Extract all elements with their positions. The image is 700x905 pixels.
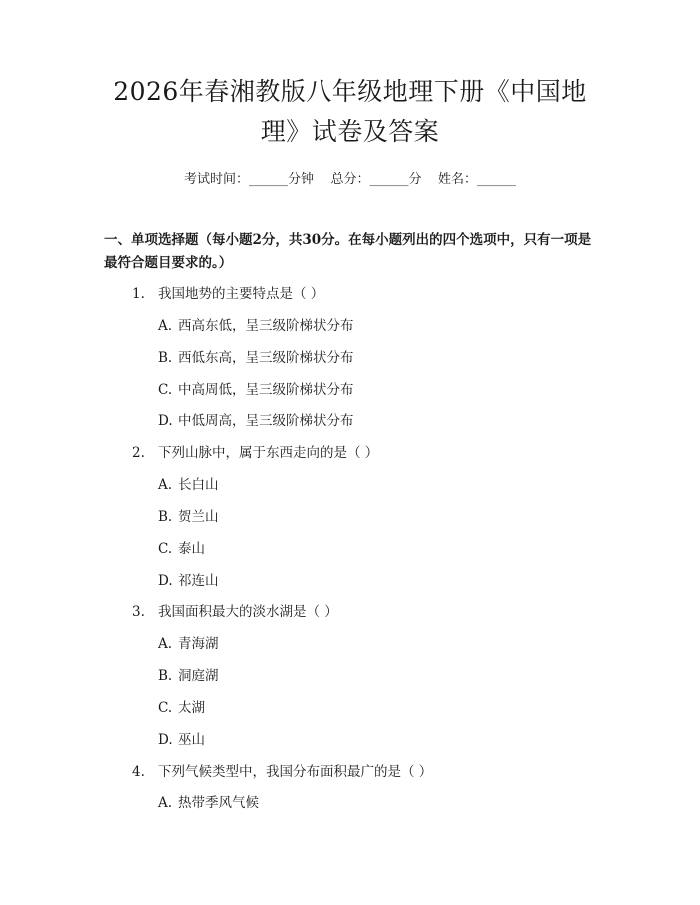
option-letter: B. <box>158 350 173 366</box>
option-text: 热带季风气候 <box>178 795 259 811</box>
question-text: 我国地势的主要特点是（ ） <box>158 286 325 302</box>
option-text: 西高东低，呈三级阶梯状分布 <box>178 318 354 334</box>
option-letter: C. <box>158 541 173 557</box>
option-2a <box>158 473 219 493</box>
option-letter: A. <box>158 795 173 811</box>
exam-info-line: 考试时间：______分钟 总分：______分 姓名：______ <box>183 172 517 187</box>
option-text: 洞庭湖 <box>178 668 219 684</box>
option-text: 西低东高，呈三级阶梯状分布 <box>178 350 354 366</box>
option-text: 巫山 <box>178 732 205 748</box>
question-text: 我国面积最大的淡水湖是（ ） <box>158 604 338 620</box>
option-letter: D. <box>158 413 173 429</box>
question-3 <box>132 600 338 620</box>
option-text: 中高周低，呈三级阶梯状分布 <box>178 382 354 398</box>
question-number: 4. <box>132 764 145 780</box>
option-letter: C. <box>158 700 173 716</box>
option-2b <box>158 505 219 525</box>
option-1c <box>158 378 354 398</box>
option-letter: B. <box>158 509 173 525</box>
option-letter: D. <box>158 732 173 748</box>
option-text: 长白山 <box>178 477 219 493</box>
option-2d <box>158 569 219 589</box>
question-number: 3. <box>132 604 145 620</box>
option-text: 泰山 <box>178 541 205 557</box>
option-text: 祁连山 <box>178 573 219 589</box>
question-4 <box>132 760 432 780</box>
question-2 <box>132 441 378 461</box>
section-heading: 一、单项选择题（每小题2分，共30分。在每小题列出的四个选项中，只有一项是最符合题目要求的。） <box>104 232 592 271</box>
question-text: 下列山脉中，属于东西走向的是（ ） <box>158 445 379 461</box>
option-text: 中低周高，呈三级阶梯状分布 <box>178 413 354 429</box>
option-letter: D. <box>158 573 173 589</box>
option-letter: A. <box>158 636 173 652</box>
option-4a <box>158 791 259 811</box>
question-number: 1. <box>132 286 145 302</box>
exam-title: 2026年春湘教版八年级地理下册《中国地理》试卷及答案 <box>113 77 587 146</box>
option-3c <box>158 696 205 716</box>
option-3d <box>158 728 205 748</box>
option-1a <box>158 314 354 334</box>
option-3b <box>158 664 219 684</box>
question-text: 下列气候类型中，我国分布面积最广的是（ ） <box>158 764 433 780</box>
option-text: 贺兰山 <box>178 509 219 525</box>
option-letter: C. <box>158 382 173 398</box>
question-number: 2. <box>132 445 145 461</box>
question-1 <box>132 282 324 302</box>
option-letter: B. <box>158 668 173 684</box>
option-2c <box>158 537 205 557</box>
option-1d <box>158 409 354 429</box>
option-text: 青海湖 <box>178 636 219 652</box>
option-letter: A. <box>158 477 173 493</box>
option-text: 太湖 <box>178 700 205 716</box>
option-letter: A. <box>158 318 173 334</box>
option-3a <box>158 632 219 652</box>
option-1b <box>158 346 354 366</box>
